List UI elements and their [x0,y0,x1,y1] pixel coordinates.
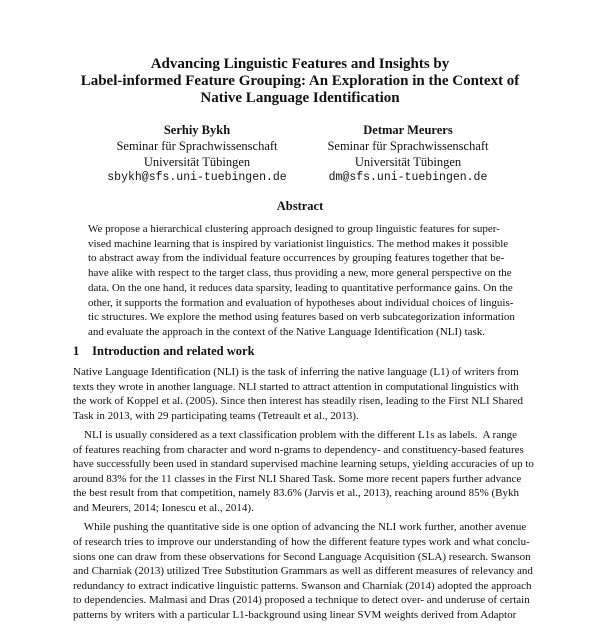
body-line: and Meurers, 2014; Ionescu et al., 2014). [73,501,254,514]
body-line: to dependencies. Malmasi and Dras (2014) proposed a technique to detect over- and underuse of certain [73,594,530,607]
abstract-line: vised machine learning that is inspired by variationist linguistics. The method makes it possible [88,237,509,250]
author-block-2 [308,122,508,186]
author-name: Detmar Meurers [363,123,453,137]
paragraph [73,520,533,622]
body-line: the work of Koppel et al. (2005). Since then interest has steadily risen, leading to the First NLI Shared [73,395,523,408]
abstract-line: data. On the one hand, it reduces data sparsity, leading to quantitative performance gains. On the [88,281,513,294]
section-number: 1 [73,344,80,358]
author-affiliation: Seminar für Sprachwissenschaft [327,139,489,153]
body-line: and Charniak (2013) utilized Tree Substitution Grammars as well as different measures of relevancy and [73,565,533,578]
abstract-heading: Abstract [276,199,324,213]
title-line: Native Language Identification [200,90,400,106]
body-line: NLI is usually considered as a text classification problem with the different L1s as labels. A range [73,429,517,442]
abstract-line: and evaluate the approach in the context of the Native Language Identification (NLI) task. [88,325,486,338]
body-line: have successfully been used in standard supervised machine learning setups, yielding accuracies of up to [73,458,534,471]
paragraph [73,365,528,423]
body-line: Native Language Identification (NLI) is the task of inferring the native language (L1) of writers from [73,366,519,378]
body-line: Task in 2013, with 29 participating teams (Tetreault et al., 2013). [73,409,359,422]
section-heading [73,344,255,359]
author-university: Universität Tübingen [354,155,462,169]
body-line: texts they wrote in another language. NLI started to attract attention in computational linguistics with [73,380,519,393]
body-line: While pushing the quantitative side is one option of advancing the NLI work further, another avenue [73,521,527,534]
paragraph [73,428,534,515]
body-line: of features reaching from character and word n-grams to dependency- and constituency-based features [73,443,524,456]
abstract-line: We propose a hierarchical clustering approach designed to group linguistic features for super- [88,223,500,235]
body-line: sions one can draw from these observations for Second Language Acquisition (SLA) research. Swanson [73,550,531,563]
abstract-line: other, it supports the formation and evaluation of hypotheses about individual choices of linguis- [88,296,514,309]
abstract-line: have alike with respect to the target class, thus providing a new, more general perspective on the [88,267,512,280]
body-line: of research tries to improve our understanding of how the different feature types work and what conclu- [73,536,530,549]
body-line: patterns by writers with a particular L1-background using linear SVM weights derived from Adaptor [73,608,517,621]
paper-title [60,56,540,107]
author-university: Universität Tübingen [143,155,251,169]
author-name: Serhiy Bykh [163,123,231,137]
body-line: redundancy to extract indicative linguistic patterns. Swanson and Charniak (2014) adopted the approach [73,579,532,592]
author-block-1 [82,122,312,186]
body-line: the best result from that competition, namely 83.6% (Jarvis et al., 2013), reaching around 85% (Bykh [73,487,519,500]
section-title: Introduction and related work [92,344,255,358]
abstract-text [88,222,513,340]
author-email: sbykh@sfs.uni-tuebingen.de [107,171,287,184]
author-affiliation: Seminar für Sprachwissenschaft [116,139,278,153]
body-line: around 83% for the 11 classes in the First NLI Shared Task. Some more recent papers further advance [73,472,522,485]
abstract-line: tic structures. We explore the method using features based on verb subcategorization information [88,311,515,324]
title-line: Label-informed Feature Grouping: An Exploration in the Context of [80,73,520,89]
body-text [73,365,534,627]
title-line: Advancing Linguistic Features and Insights by [150,56,450,72]
abstract-line: to abstract away from the individual feature occurrences by grouping features together that be- [88,252,505,265]
author-email: dm@sfs.uni-tuebingen.de [328,171,488,184]
